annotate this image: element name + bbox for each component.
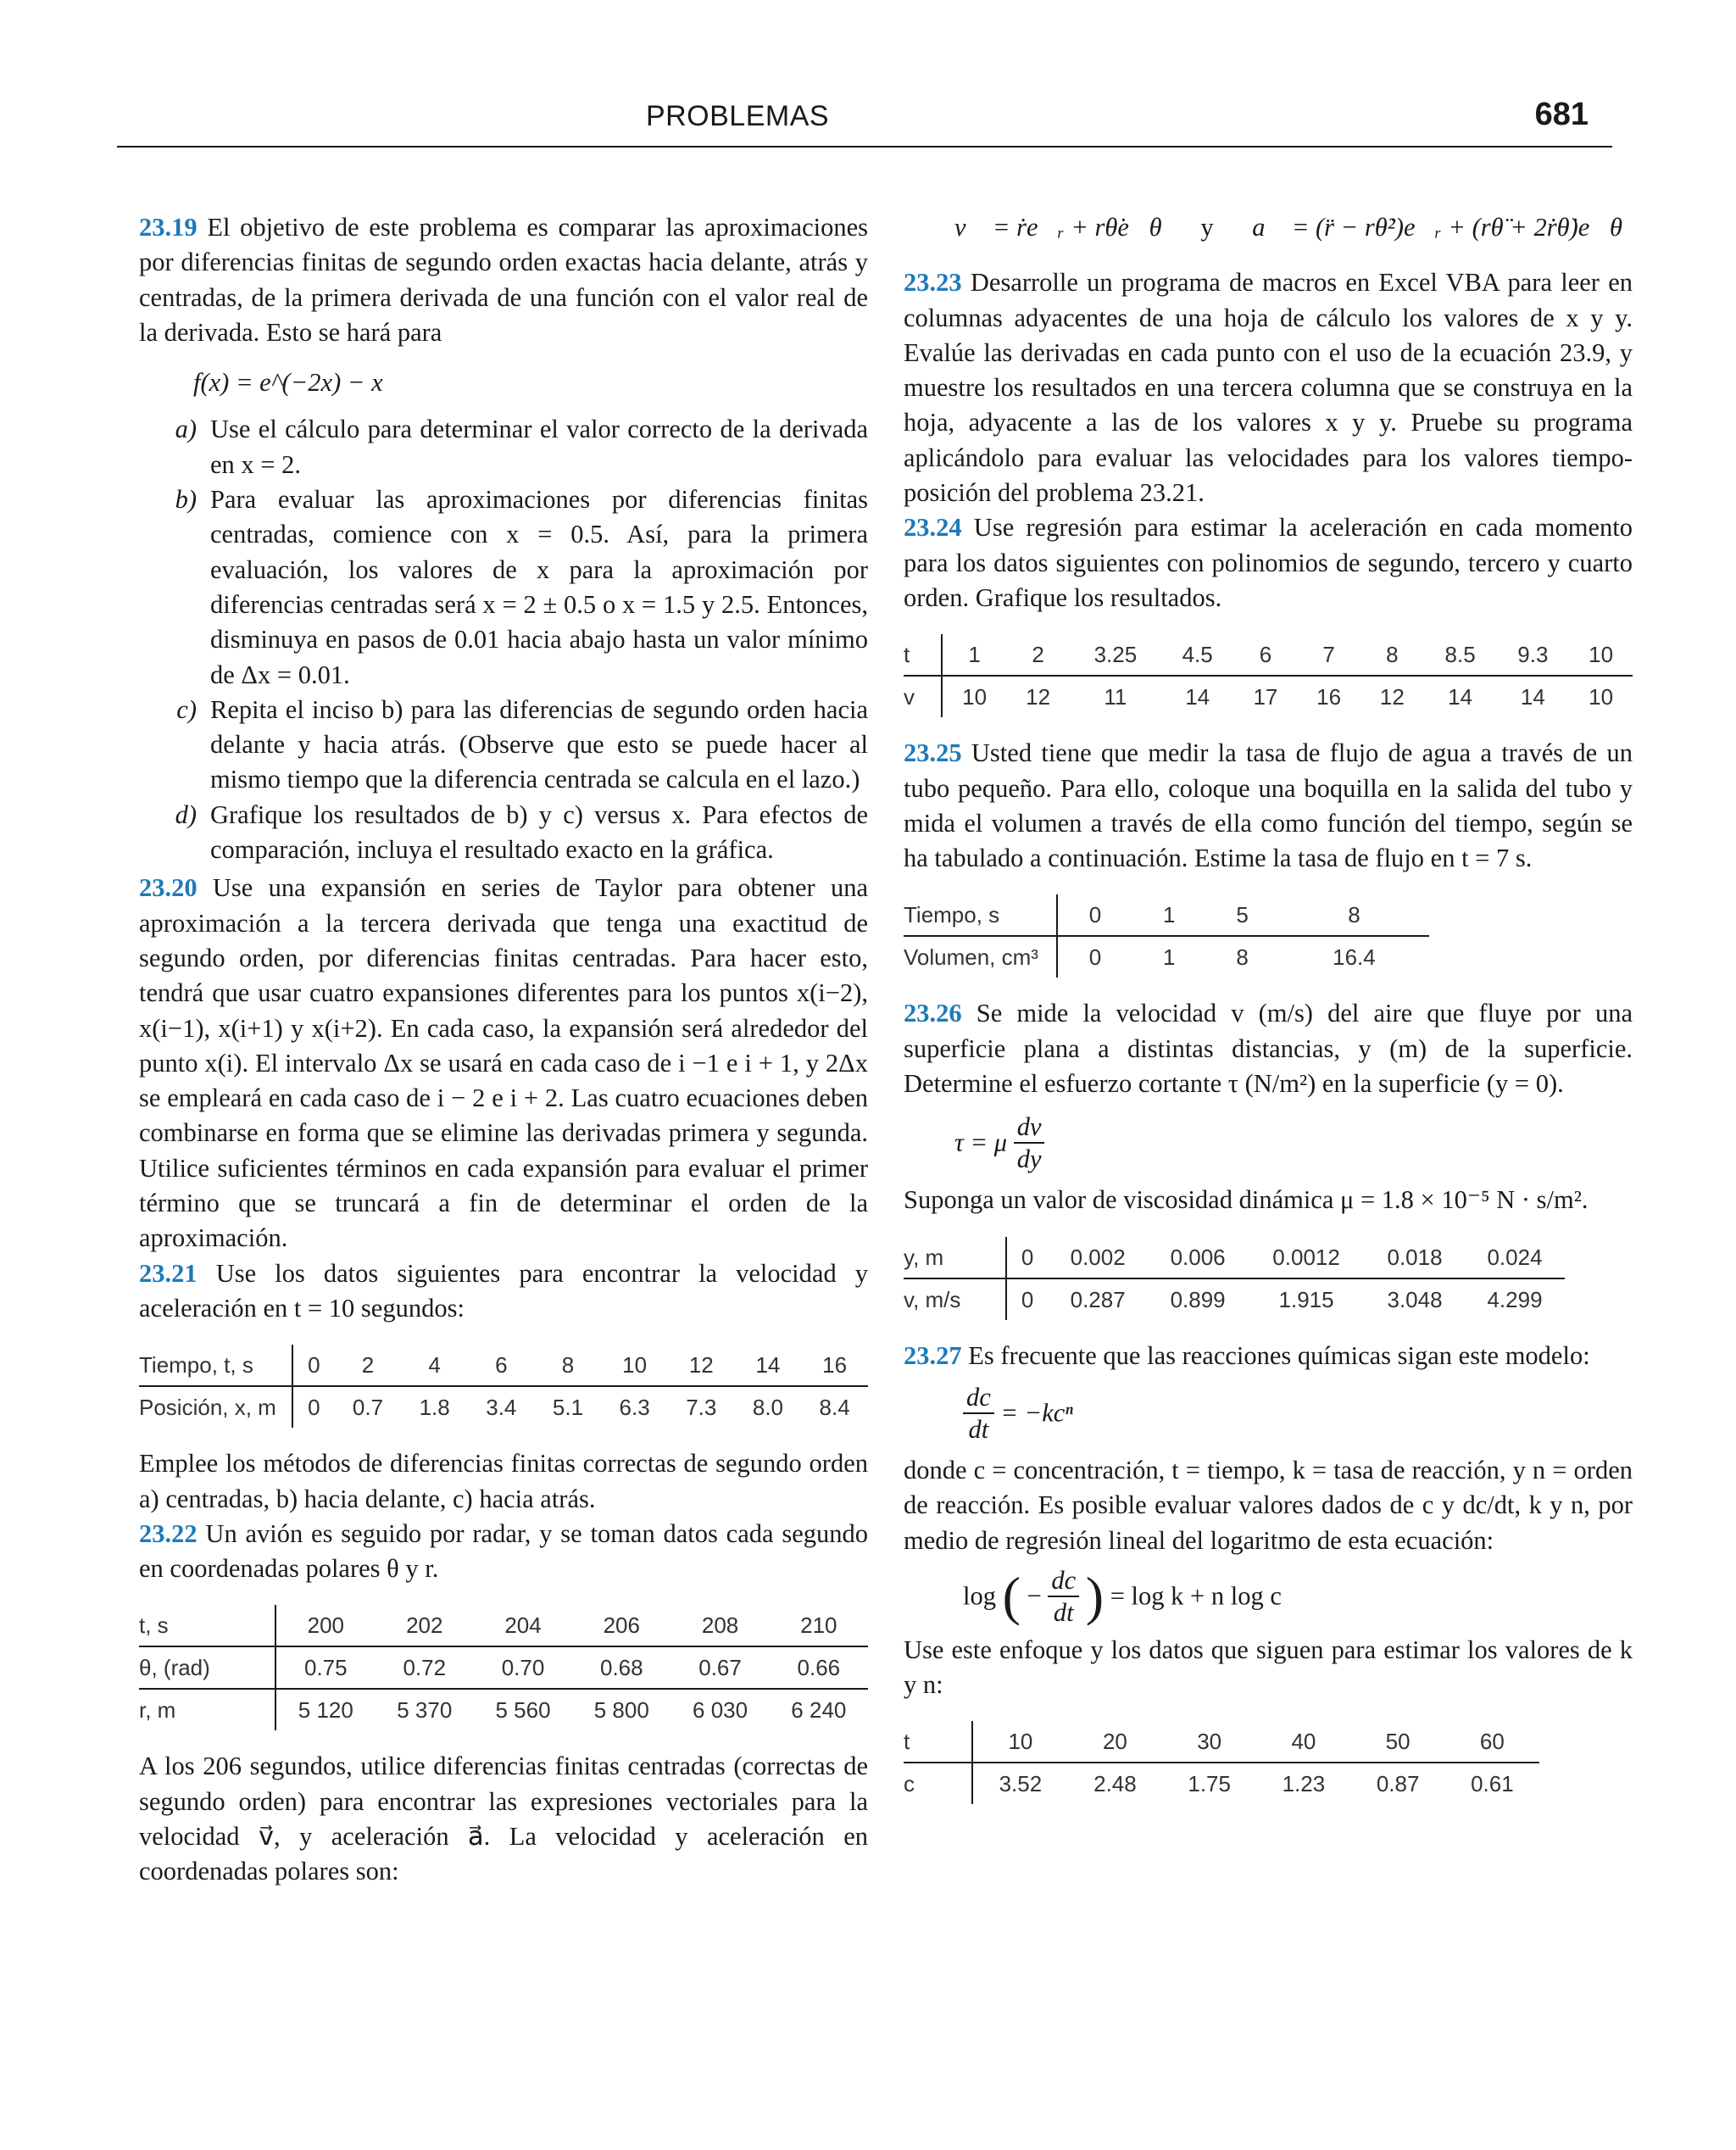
table-row [139,1605,868,1646]
row-header: t [904,1721,972,1763]
table-cell: 0.66 [797,1655,841,1681]
table-cell: 11 [1104,684,1127,710]
table-row [139,1345,868,1386]
equation-conjunction: y [1200,213,1214,242]
problem-text: Use una expansión en series de Taylor para obtener una aproximación a la tercera derivada que tenga una exactitud de segundo orden, por diferencias finitas centradas. Para hacer esto, tendrá que usar cuatro expansiones diferentes para los puntos x(i−2), x(i−1), x(i+1) y x(i+2). En cada caso, la expansión será alrededor del punto x(i). El intervalo Δx se usará en cada caso de i −1 e i + 1, y 2Δx se empleará en cada caso de i − 2 e i + 2. Las cuatro ecuaciones deben combinarse en forma que se elimine las derivadas primera y segunda. Utilice suficientes términos en cada expansión para evaluar el primer término que se truncará a fin de determinar el orden de la aproximación. [139,873,869,1253]
row-header: r, m [139,1689,275,1730]
problem-text: Es frecuente que las reacciones químicas sigan este modelo: [968,1340,1590,1370]
row-header: c [904,1763,972,1804]
fraction-denominator: dy [1016,1145,1042,1174]
data-table-position [139,1345,868,1428]
fraction-numerator: dc [963,1382,994,1414]
fraction-denominator: dt [968,1414,989,1444]
problem-text: Se mide la velocidad v (m/s) del aire que fluye por una superficie plana a distintas distancias, y (m) de la superficie. Determine el esfuerzo cortante τ (N/m²) en la superficie (y = 0). [904,999,1633,1099]
row-header: v, m/s [904,1278,1006,1320]
fraction [1014,1111,1045,1174]
rate-explanation: donde c = concentración, t = tiempo, k = tasa de reacción, y n = orden de reacción. Es posible evaluar valores dados de c y dc/dt, k y n, por medio de regresión lineal del logaritmo de esta ecuación: [904,1455,1633,1555]
problem-number: 23.23 [904,268,962,298]
table-cell: 17 [1253,684,1278,710]
problem-text: Desarrolle un programa de macros en Excel VBA para leer en columnas adyacentes de una hoja de cálculo los valores de x y y. Evalúe las derivadas en cada punto con el uso de la ecuación 23.9, y muestre los resultados en una tercera columna que se construya en la hoja, adyacente a las de los valores x y y. Pruebe su programa aplicándolo para evaluar las velocidades para los valores tiempo-posición del problema 23.21. [904,268,1633,508]
row-header: θ, (rad) [139,1646,275,1689]
problem-23-19 [139,210,868,350]
table-cell: 0.68 [599,1655,643,1681]
table-cell: 0 [1057,894,1132,936]
equation-lhs: τ = μ [954,1128,1008,1157]
item-text: Grafique los resultados de b) y c) versus x. Para efectos de comparación, incluya el resultado exacto en la gráfica. [210,799,868,865]
table-cell: 14 [1448,684,1473,710]
table-cell: 0.67 [698,1655,742,1681]
item-label: a) [175,415,197,444]
log-word: log [963,1581,996,1611]
table-cell: 0 [1088,944,1102,971]
table-cell: 0.61 [1471,1771,1514,1797]
table-cell: 0.70 [501,1655,545,1681]
table-cell: 5 560 [474,1689,572,1730]
table-cell: 16 [801,1345,868,1386]
table-cell: 20 [1068,1721,1162,1763]
table-cell: 12 [1379,684,1405,710]
table-cell: 0.72 [403,1655,447,1681]
table-cell: 6 240 [770,1689,868,1730]
viscosity-assumption: Suponga un valor de viscosidad dinámica μ = 1.8 × 10⁻⁵ N · s/m². [904,1185,1589,1215]
minus-sign: − [1027,1581,1042,1611]
table-cell: 40 [1256,1721,1350,1763]
table-cell: 3.4 [486,1395,517,1421]
table-row [904,676,1633,717]
table-cell: 14 [735,1345,802,1386]
problem-number: 23.25 [904,738,962,768]
row-header: t [904,634,942,676]
problem-23-21 [139,1256,868,1327]
equation-rhs: = −kcⁿ [1000,1398,1073,1428]
table-cell: 208 [670,1605,769,1646]
data-table-concentration [904,1721,1539,1804]
item-label: b) [175,485,197,515]
table-cell: 1 [1162,944,1176,971]
item-text: Repita el inciso b) para las diferencias de segundo orden hacia delante y hacia atrás. (Observe que esto se puede hacer al mismo tiempo que la diferencia centrada se calcula en el lazo.) [210,694,868,794]
fraction [963,1382,994,1445]
table-row [904,1721,1539,1763]
right-paren-glyph: ) [1085,1565,1104,1626]
problem-23-24 [904,510,1633,615]
row-header: Tiempo, s [904,894,1057,936]
row-header: t, s [139,1605,275,1646]
equation-rhs: = log k + n log c [1110,1581,1282,1611]
table-cell: 0.024 [1465,1237,1565,1278]
row-header: Tiempo, t, s [139,1345,292,1386]
problem-number: 23.26 [904,999,962,1028]
running-header [117,97,1612,148]
table-cell: 200 [275,1605,376,1646]
table-cell: 12 [668,1345,735,1386]
table-cell: 1.23 [1282,1771,1326,1797]
table-cell: 16 [1316,684,1342,710]
table-cell: 0.87 [1376,1771,1420,1797]
table-cell: 2 [1006,634,1070,676]
table-cell: 1.75 [1188,1771,1231,1797]
table-row [904,1278,1565,1320]
left-paren-glyph: ( [1002,1565,1021,1626]
table-cell: 4.5 [1161,634,1234,676]
table-cell: 8.0 [752,1395,784,1421]
table-cell: 0 [1021,1286,1034,1312]
table-cell: 2 [335,1345,402,1386]
problem-23-22-continued: A los 206 segundos, utilice diferencias finitas centradas (correctas de segundo orden) para encontrar las expresiones vectoriales para la velocidad v⃗, y aceleración a⃗. La velocidad y aceleración en coordenadas polares son: [139,1752,868,1886]
data-table-velocity [904,634,1633,717]
table-cell: 6 [1234,634,1298,676]
table-cell: 3.52 [999,1771,1043,1797]
rate-equation [963,1382,1633,1445]
item-label: c) [176,694,197,724]
table-cell: 9.3 [1496,634,1569,676]
table-cell: 8 [1279,894,1429,936]
problem-text: Use regresión para estimar la aceleración en cada momento para los datos siguientes con polinomios de segundo, tercero y cuarto orden. Grafique los resultados. [904,513,1633,612]
shear-equation [954,1111,1633,1174]
problem-text: Un avión es seguido por radar, y se toman datos cada segundo en coordenadas polares θ y r. [139,1518,868,1584]
problem-23-20 [139,871,868,1256]
problem-text: Usted tiene que medir la tasa de flujo de agua a través de un tubo pequeño. Para ello, coloque una boquilla en la salida del tubo y mida el volumen a través de ella como función del tiempo, según se ha tabulado a continuación. Estime la tasa de flujo en t = 7 s. [904,738,1633,873]
table-cell: 10 [972,1721,1068,1763]
row-header: v [904,676,942,717]
table-cell: 5 370 [376,1689,474,1730]
table-row [904,1763,1539,1804]
table-row [904,634,1633,676]
polar-equations [954,210,1622,245]
table-cell: 7.3 [686,1395,717,1421]
table-cell: 60 [1445,1721,1539,1763]
problem-number: 23.24 [904,513,962,543]
item-list [139,412,868,867]
table-cell: 1.915 [1278,1286,1334,1312]
table-cell: 8 [1360,634,1424,676]
problem-23-25 [904,736,1633,876]
table-cell: 10 [1569,634,1633,676]
table-cell: 5.1 [552,1395,584,1421]
table-cell: 0.7 [352,1395,384,1421]
table-cell: 202 [376,1605,474,1646]
problem-number: 23.27 [904,1340,962,1370]
table-cell: 6 [468,1345,535,1386]
row-header: Posición, x, m [139,1386,292,1428]
table-cell: 0.0012 [1248,1237,1365,1278]
fraction-denominator: dt [1053,1597,1074,1627]
table-cell: 4.299 [1487,1286,1543,1312]
table-cell: 8 [535,1345,602,1386]
table-cell: 14 [1520,684,1545,710]
log-equation [963,1565,1633,1628]
table-cell: 12 [1026,684,1051,710]
left-column [139,210,868,1890]
table-cell: 0.002 [1048,1237,1148,1278]
table-cell: 1 [1132,894,1205,936]
list-item [139,482,868,693]
right-column [904,210,1633,1823]
page-number: 681 [1534,97,1589,132]
table-row [139,1689,868,1730]
problem-text: Use los datos siguientes para encontrar la velocidad y aceleración en t = 10 segundos: [139,1258,869,1323]
data-table-air-velocity [904,1237,1565,1320]
table-cell: 30 [1162,1721,1256,1763]
data-table-volume [904,894,1429,978]
problem-number: 23.19 [139,213,198,242]
data-table-radar [139,1605,868,1730]
fraction-numerator: dv [1014,1111,1045,1144]
table-cell: 0.006 [1148,1237,1248,1278]
problem-23-22 [139,1517,868,1587]
table-cell: 5 120 [275,1689,376,1730]
list-item [139,412,868,482]
problem-23-23 [904,265,1633,510]
table-cell: 0 [292,1345,335,1386]
table-cell: 50 [1351,1721,1445,1763]
problem-text: El objetivo de este problema es comparar las aproximaciones por diferencias finitas de segundo orden exactas hacia delante, atrás y centradas, de la primera derivada de una función con el valor real de la derivada. Esto se hará para [139,213,869,347]
table-cell: 0.75 [304,1655,348,1681]
equation-fx: f(x) = e^(−2x) − x [193,368,383,398]
problem-23-27-instruction: Use este enfoque y los datos que siguen para estimar los valores de k y n: [904,1635,1633,1700]
row-header: Volumen, cm³ [904,936,1057,978]
problem-number: 23.20 [139,873,198,903]
table-row [904,894,1429,936]
problem-number: 23.22 [139,1518,198,1548]
table-cell: 8.5 [1424,634,1497,676]
table-row [904,936,1429,978]
table-cell: 10 [962,684,988,710]
table-cell: 16.4 [1333,944,1376,971]
table-cell: 6.3 [619,1395,650,1421]
acceleration-equation: a⃗ = (r̈ − rθ̇²)e⃗ᵣ + (rθ̈ + 2ṙθ̇)e⃗θ [1252,213,1622,242]
table-cell: 1.8 [419,1395,450,1421]
fraction [1048,1565,1079,1628]
running-title: PROBLEMAS [645,100,830,132]
problem-23-27 [904,1339,1633,1373]
table-cell: 14 [1185,684,1210,710]
table-cell: 8 [1236,944,1249,971]
row-header: y, m [904,1237,1006,1278]
table-cell: 2.48 [1093,1771,1137,1797]
table-cell: 206 [572,1605,670,1646]
table-cell: 3.25 [1070,634,1161,676]
table-cell: 0.287 [1070,1286,1126,1312]
table-row [904,1237,1565,1278]
table-cell: 5 [1205,894,1278,936]
problem-23-21-methods: Emplee los métodos de diferencias finitas correctas de segundo orden a) centradas, b) hacia delante, c) hacia atrás. [139,1449,868,1513]
table-cell: 0 [1006,1237,1048,1278]
table-cell: 10 [1589,684,1614,710]
table-cell: 4 [401,1345,468,1386]
list-item [139,693,868,798]
table-cell: 5 800 [572,1689,670,1730]
table-cell: 8.4 [819,1395,850,1421]
table-cell: 0.899 [1170,1286,1226,1312]
table-cell: 7 [1297,634,1360,676]
table-cell: 6 030 [670,1689,769,1730]
table-cell: 204 [474,1605,572,1646]
table-cell: 0 [308,1395,320,1421]
problem-number: 23.21 [139,1258,198,1288]
table-cell: 0.018 [1365,1237,1465,1278]
table-cell: 1 [942,634,1006,676]
table-cell: 210 [770,1605,868,1646]
item-label: d) [175,799,197,829]
table-cell: 10 [601,1345,668,1386]
item-text: Use el cálculo para determinar el valor correcto de la derivada en x = 2. [210,415,868,479]
velocity-equation: v⃗ = ṙe⃗ᵣ + rθ̇e⃗θ [954,213,1162,242]
list-item [139,798,868,868]
table-cell: 3.048 [1387,1286,1443,1312]
problem-23-26 [904,996,1633,1101]
table-row [139,1646,868,1689]
item-text: Para evaluar las aproximaciones por diferencias finitas centradas, comience con x = 0.5. Así, para la primera evaluación, los valores de x para la aproximación por diferencias centradas será x = 2 ± 0.5 o x = 1.5 y 2.5. Entonces, disminuya en pasos de 0.01 hacia abajo hasta un valor mínimo de Δx = 0.01. [210,485,868,689]
fraction-numerator: dc [1048,1565,1079,1597]
table-row [139,1386,868,1428]
